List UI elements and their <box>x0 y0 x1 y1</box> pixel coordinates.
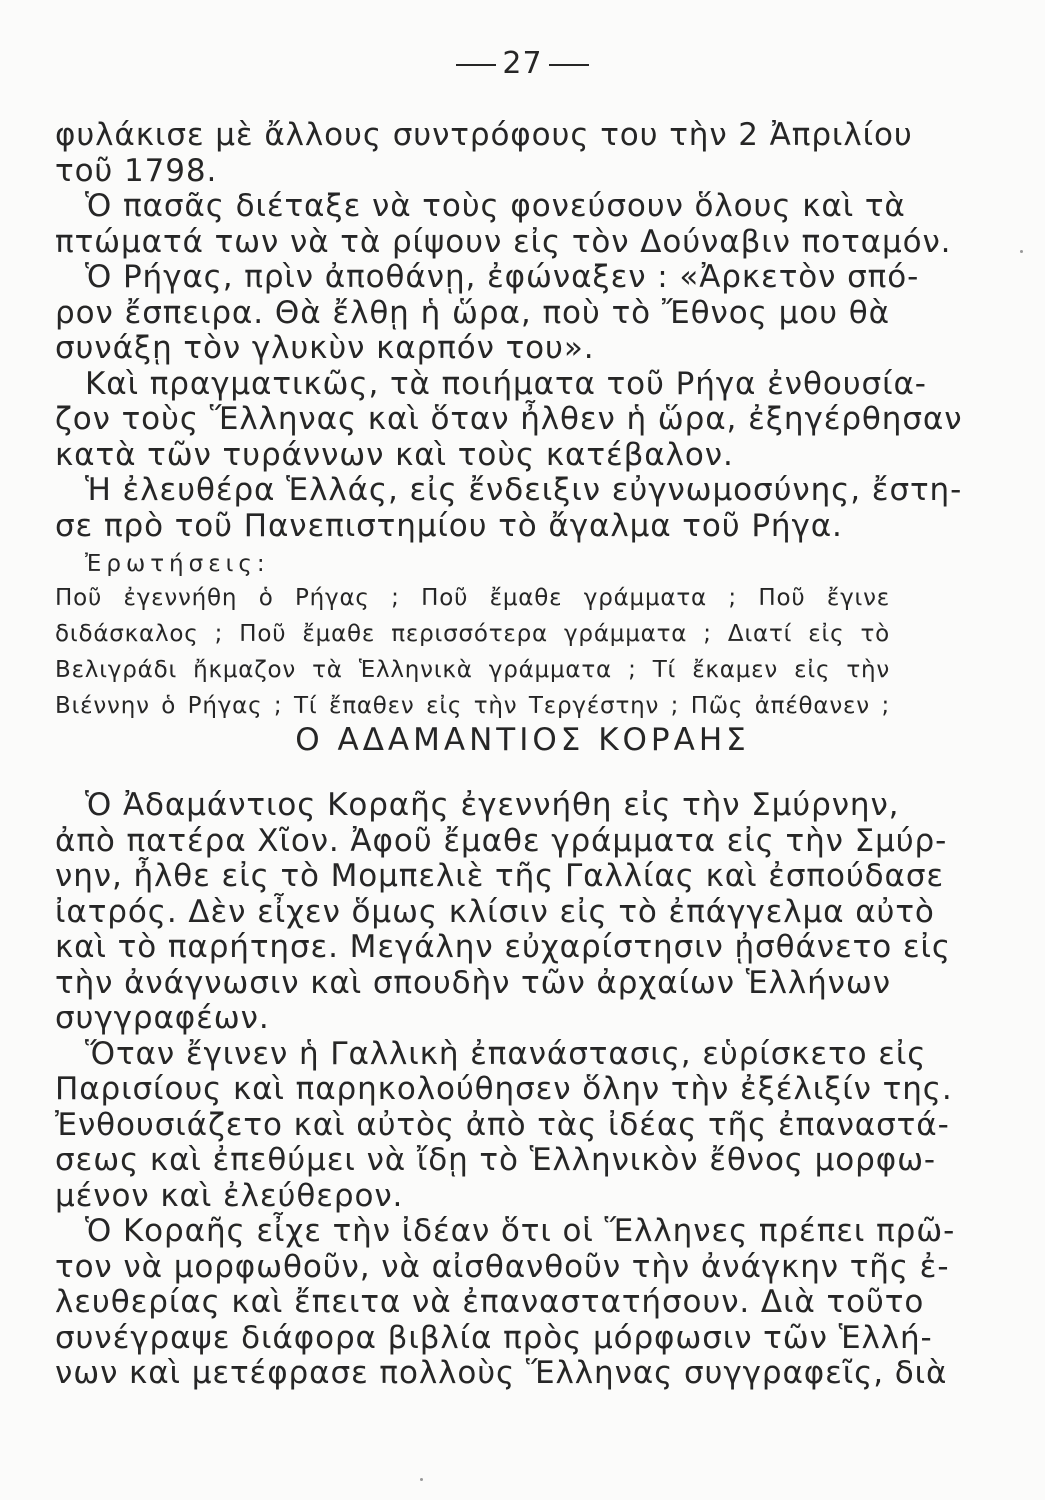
questions-label: Ἐρωτήσεις: <box>85 551 270 577</box>
paragraph-line: τὴν ἀνάγνωσιν καὶ σπουδὴν τῶν ἀρχαίων Ἑλλήνων <box>55 964 891 1001</box>
paragraph-line: συνάξῃ τὸν γλυκὺν καρπόν του». <box>55 330 595 366</box>
paragraph-line: ἀπὸ πατέρα Χῖον. Ἀφοῦ ἔμαθε γράμματα εἰς τὴν Σμύρ- <box>55 822 948 859</box>
paragraph-line: κατὰ τῶν τυράννων καὶ τοὺς κατέβαλον. <box>55 436 734 473</box>
page-number-left-dash <box>456 64 496 66</box>
question-line: Βιέννην ὁ Ρήγας ; Τί ἔπαθεν εἰς τὴν Τεργέστην ; Πῶς ἀπέθανεν ; <box>55 693 890 719</box>
chapter-heading-text: Ο ΑΔΑΜΑΝΤΙΟΣ ΚΟΡΑΗΣ <box>295 722 750 758</box>
page-number <box>0 46 1045 81</box>
paragraph-line: νων καὶ μετέφρασε πολλοὺς Ἕλληνας συγγραφεῖς, διὰ <box>55 1355 948 1391</box>
paragraph-line: τον νὰ μορφωθοῦν, νὰ αἰσθανθοῦν τὴν ἀνάγκην τῆς ἐ- <box>55 1248 950 1285</box>
paragraph-line: Παρισίους καὶ παρηκολούθησεν ὅλην τὴν ἐξέλιξίν της. <box>55 1071 953 1107</box>
paragraph-line: φυλάκισε μὲ ἄλλους συντρόφους του τὴν 2 Ἀπριλίου <box>55 117 913 153</box>
paragraph-line: μένον καὶ ἐλεύθερον. <box>55 1177 404 1214</box>
paragraph-line: ἰατρός. Δὲν εἶχεν ὅμως κλίσιν εἰς τὸ ἐπάγγελμα αὐτὸ <box>55 893 935 930</box>
paragraph-line: συγγραφέων. <box>55 1000 270 1036</box>
paragraph-line: τοῦ 1798. <box>55 152 218 189</box>
paragraph-line: Ὁ πασᾶς διέταξε νὰ τοὺς φονεύσουν ὅλους καὶ τὰ <box>85 188 906 224</box>
question-line: Βελιγράδι ἤκμαζον τὰ Ἑλληνικὰ γράμματα ; Τί ἔκαμεν εἰς τὴν <box>55 657 890 683</box>
section-rigas-ending <box>55 117 963 724</box>
paragraph-line: Καὶ πραγματικῶς, τὰ ποιήματα τοῦ Ρήγα ἐνθουσία- <box>85 365 927 402</box>
paragraph-line: καὶ τὸ παρήτησε. Μεγάλην εὐχαρίστησιν ᾐσθάνετο εἰς <box>55 929 951 965</box>
paragraph-line: νην, ἦλθε εἰς τὸ Μομπελιὲ τῆς Γαλλίας καὶ ἐσπούδασε <box>55 858 945 894</box>
paragraph-line: ζον τοὺς Ἕλληνας καὶ ὅταν ἦλθεν ἡ ὥρα, ἐξηγέρθησαν <box>55 401 963 437</box>
paragraph-line: Ἐνθουσιάζετο καὶ αὐτὸς ἀπὸ τὰς ἰδέας τῆς ἐπαναστά- <box>55 1106 950 1143</box>
page-number-value: 27 <box>502 46 543 81</box>
paragraph-line: σεως καὶ ἐπεθύμει νὰ ἴδῃ τὸ Ἑλληνικὸν ἔθνος μορφω- <box>55 1142 937 1178</box>
question-line: διδάσκαλος ; Ποῦ ἔμαθε περισσότερα γράμματα ; Διατί εἰς τὸ <box>55 621 890 647</box>
paragraph-line: Ὁ Κοραῆς εἶχε τὴν ἰδέαν ὅτι οἱ Ἕλληνες πρέπει πρῶ- <box>85 1213 956 1249</box>
paragraph-line: σε πρὸ τοῦ Πανεπιστημίου τὸ ἄγαλμα τοῦ Ρήγα. <box>55 507 843 544</box>
paragraph-line: ρον ἔσπειρα. Θὰ ἔλθῃ ἡ ὥρα, ποὺ τὸ Ἔθνος μου θὰ <box>55 294 890 331</box>
paragraph-line: Ὁ Ἀδαμάντιος Κοραῆς ἐγεννήθη εἰς τὴν Σμύρνην, <box>85 787 900 823</box>
page-number-right-dash <box>549 64 589 66</box>
paper-speck <box>420 1478 423 1481</box>
question-line: Ποῦ ἐγεννήθη ὁ Ρήγας ; Ποῦ ἔμαθε γράμματα ; Ποῦ ἔγινε <box>55 585 890 611</box>
paragraph-line: πτώματά των νὰ τὰ ρίψουν εἰς τὸν Δούναβιν ποταμόν. <box>55 223 952 260</box>
section-korais <box>55 787 956 1392</box>
paragraph-line: συνέγραψε διάφορα βιβλία πρὸς μόρφωσιν τῶν Ἑλλή- <box>55 1319 933 1356</box>
paragraph-line: Ὁ Ρήγας, πρὶν ἀποθάνῃ, ἐφώναξεν : «Ἀρκετὸν σπό- <box>85 259 920 295</box>
paper-speck <box>1020 250 1023 253</box>
paragraph-line: Ὅταν ἔγινεν ἡ Γαλλικὴ ἐπανάστασις, εὑρίσκετο εἰς <box>85 1035 927 1072</box>
chapter-heading <box>0 722 1045 758</box>
paragraph-line: λευθερίας καὶ ἔπειτα νὰ ἐπαναστατήσουν. Διὰ τοῦτο <box>55 1284 925 1320</box>
paragraph-line: Ἡ ἐλευθέρα Ἑλλάς, εἰς ἔνδειξιν εὐγνωμοσύνης, ἔστη- <box>85 472 963 508</box>
